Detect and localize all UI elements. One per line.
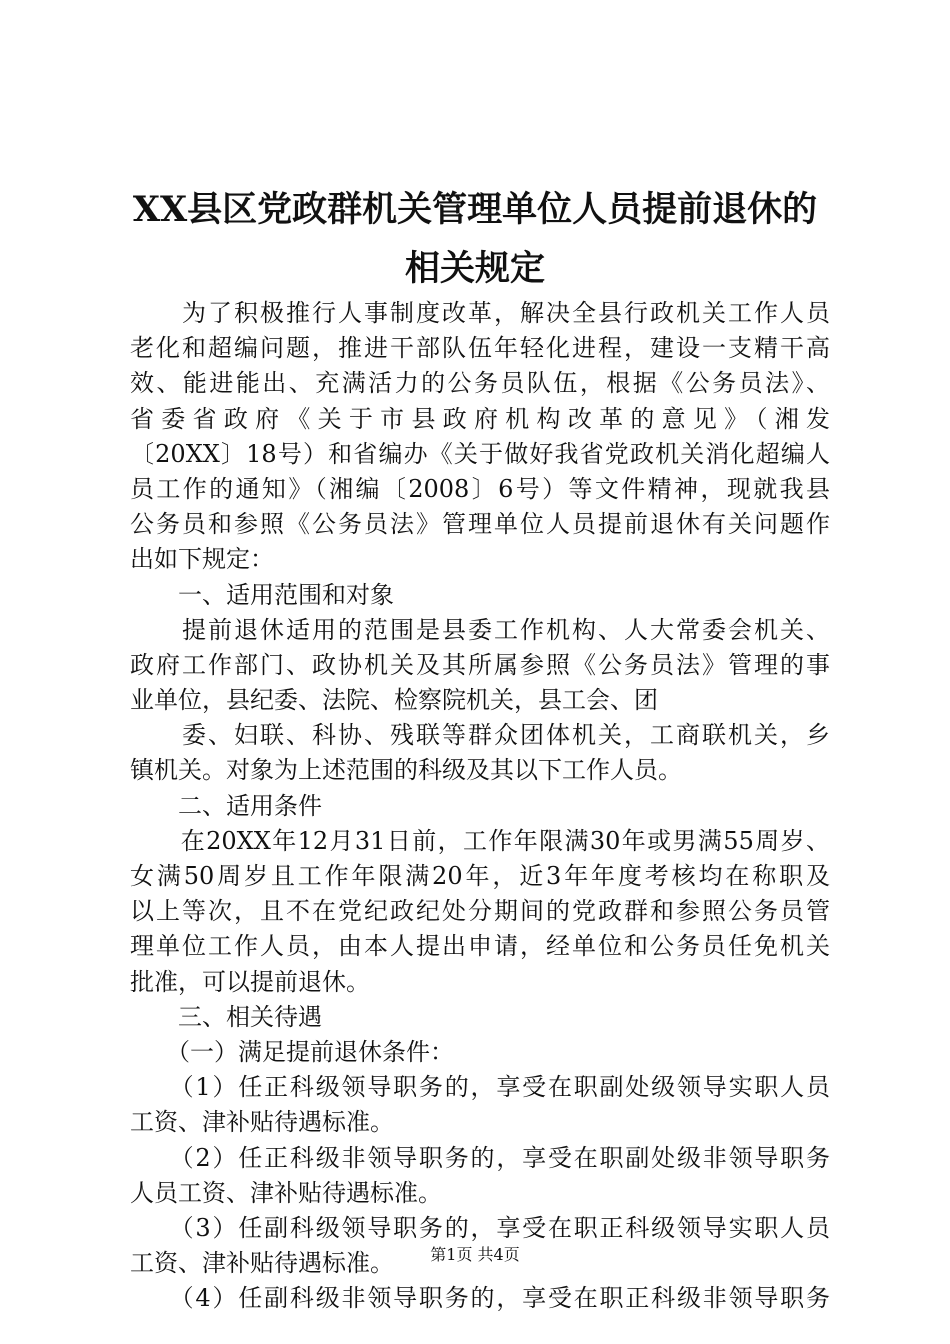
body-line: 以上等次，且不在党纪政纪处分期间的党政群和参照公务员管 — [130, 897, 830, 926]
section-heading: 二、适用条件 — [130, 791, 322, 820]
body-line: 人员工资、津补贴待遇标准。 — [130, 1178, 442, 1207]
body-line: 〔20XX〕18号）和省编办《关于做好我省党政机关消化超编人 — [130, 439, 830, 468]
body-line: 公务员和参照《公务员法》管理单位人员提前退休有关问题作 — [130, 510, 830, 539]
body-line: 女满50周岁且工作年限满20年，近3年年度考核均在称职及 — [130, 862, 830, 890]
document-title-line-1: XX县区党政群机关管理单位人员提前退休的 — [132, 189, 818, 230]
body-line: 理单位工作人员，由本人提出申请，经单位和公务员任免机关 — [130, 932, 830, 961]
body-line: 出如下规定： — [130, 545, 274, 574]
body-line: 镇机关。对象为上述范围的科级及其以下工作人员。 — [130, 756, 682, 785]
body-line: 省委省政府《关于市县政府机构改革的意见》（湘发 — [130, 404, 830, 433]
body-line: （4）任副科级非领导职务的，享受在职正科级非领导职务 — [130, 1284, 830, 1313]
body-line: 效、能进能出、充满活力的公务员队伍，根据《公务员法》、 — [130, 369, 830, 398]
document-title-line-2: 相关规定 — [404, 248, 545, 289]
body-line: （3）任副科级领导职务的，享受在职正科级领导实职人员 — [130, 1213, 830, 1242]
subsection-heading: （一）满足提前退休条件： — [130, 1037, 454, 1066]
section-heading: 一、适用范围和对象 — [130, 580, 394, 609]
body-line: 业单位，县纪委、法院、检察院机关，县工会、团 — [130, 686, 658, 715]
body-line: 工资、津补贴待遇标准。 — [130, 1249, 394, 1278]
body-line: 提前退休适用的范围是县委工作机构、人大常委会机关、 — [130, 615, 830, 644]
section-heading: 三、相关待遇 — [130, 1002, 322, 1031]
body-line: 委、妇联、科协、残联等群众团体机关，工商联机关，乡 — [130, 721, 830, 750]
body-line: 为了积极推行人事制度改革，解决全县行政机关工作人员 — [130, 299, 830, 327]
body-line: （1）任正科级领导职务的，享受在职副处级领导实职人员 — [130, 1073, 830, 1102]
body-line: 批准，可以提前退休。 — [130, 967, 370, 996]
body-line: 在20XX年12月31日前，工作年限满30年或男满55周岁、 — [130, 826, 830, 855]
document-body — [130, 296, 830, 1316]
body-line: 员工作的通知》（湘编〔2008〕6号）等文件精神，现就我县 — [130, 474, 830, 503]
body-line: （2）任正科级非领导职务的，享受在职副处级非领导职务 — [130, 1143, 830, 1172]
page-number-footer: 第1页 共4页 — [430, 1245, 520, 1264]
body-line: 工资、津补贴待遇标准。 — [130, 1108, 394, 1137]
body-line: 老化和超编问题，推进干部队伍年轻化进程，建设一支精干高 — [130, 334, 830, 363]
body-line: 政府工作部门、政协机关及其所属参照《公务员法》管理的事 — [130, 650, 830, 679]
